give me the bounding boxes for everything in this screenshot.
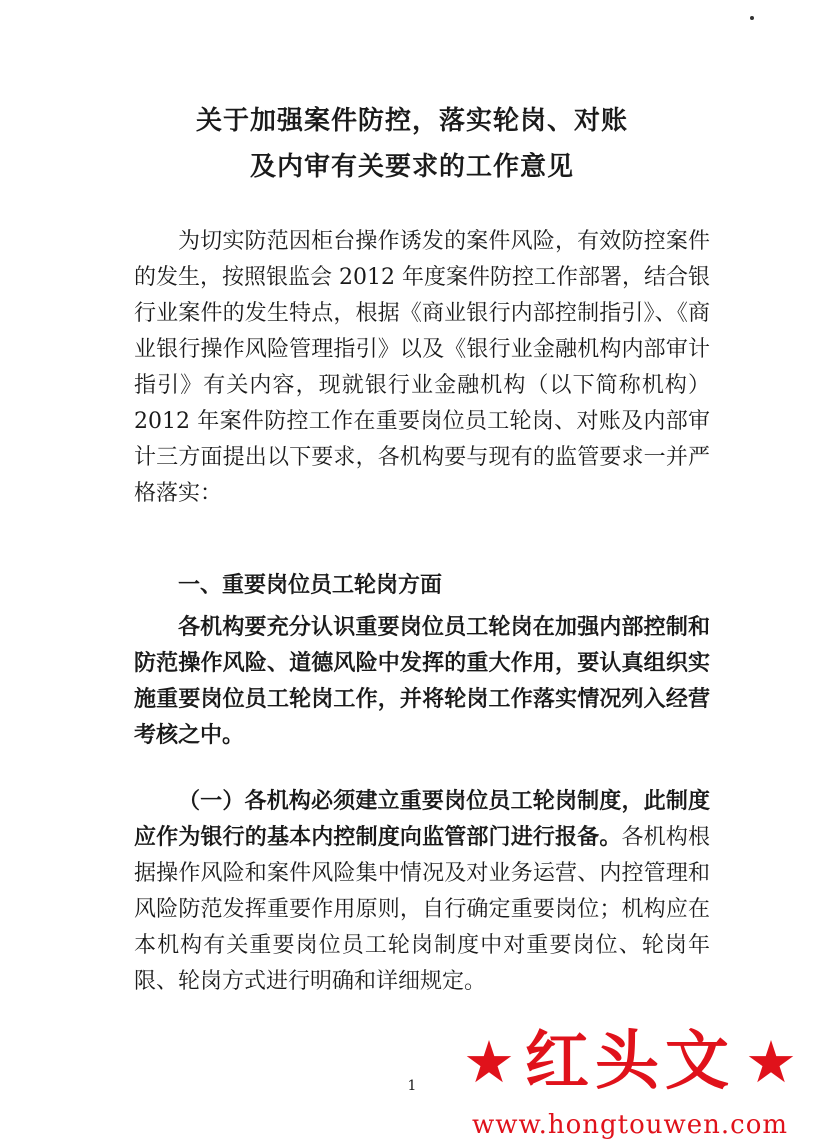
section-heading-rotation: 一、重要岗位员工轮岗方面: [178, 573, 443, 598]
watermark-text: 红头文: [525, 1024, 735, 1099]
rotation-item-1: [134, 784, 710, 1000]
document-title-line2: 及内审有关要求的工作意见: [249, 152, 574, 182]
rotation-item-1-rest: 各机构根据操作风险和案件风险集中情况及对业务运营、内控管理和风险防范发挥重要作用原则，自行确定重要岗位；机构应在本机构有关重要岗位员工轮岗制度中对重要岗位、轮岗年限、轮岗方式进行明确和详细规定。: [134, 825, 710, 994]
rotation-item-1-lead: （一）各机构必须建立重要岗位员工轮岗制度，此制度应作为银行的基本内控制度向监管部门进行报备。: [134, 789, 710, 850]
watermark-url: www.hongtouwen.com: [471, 1110, 789, 1140]
rotation-paragraph: 各机构要充分认识重要岗位员工轮岗在加强内部控制和防范操作风险、道德风险中发挥的重大作用，要认真组织实施重要岗位员工轮岗工作，并将轮岗工作落实情况列入经营考核之中。: [134, 615, 710, 748]
watermark: [440, 1022, 820, 1142]
star-icon: ★: [463, 1028, 515, 1096]
watermark-banner: [440, 1022, 820, 1102]
document-title-line1: 关于加强案件防控，落实轮岗、对账: [195, 106, 628, 136]
page-number: 1: [407, 1078, 417, 1094]
intro-paragraph: 为切实防范因柜台操作诱发的案件风险，有效防控案件的发生，按照银监会 2012 年度案件防控工作部署，结合银行业案件的发生特点，根据《商业银行内部控制指引》、《商业银行操作风险管理指引》以及《银行业金融机构内部审计指引》有关内容，现就银行业金融机构（以下简称机构）2012 年案件防控工作在重要岗位员工轮岗、对账及内部审计三方面提出以下要求，各机构要与现有的监管要求一并严格落实：: [134, 229, 710, 506]
star-icon: ★: [745, 1028, 797, 1096]
scan-mark: [750, 16, 754, 20]
